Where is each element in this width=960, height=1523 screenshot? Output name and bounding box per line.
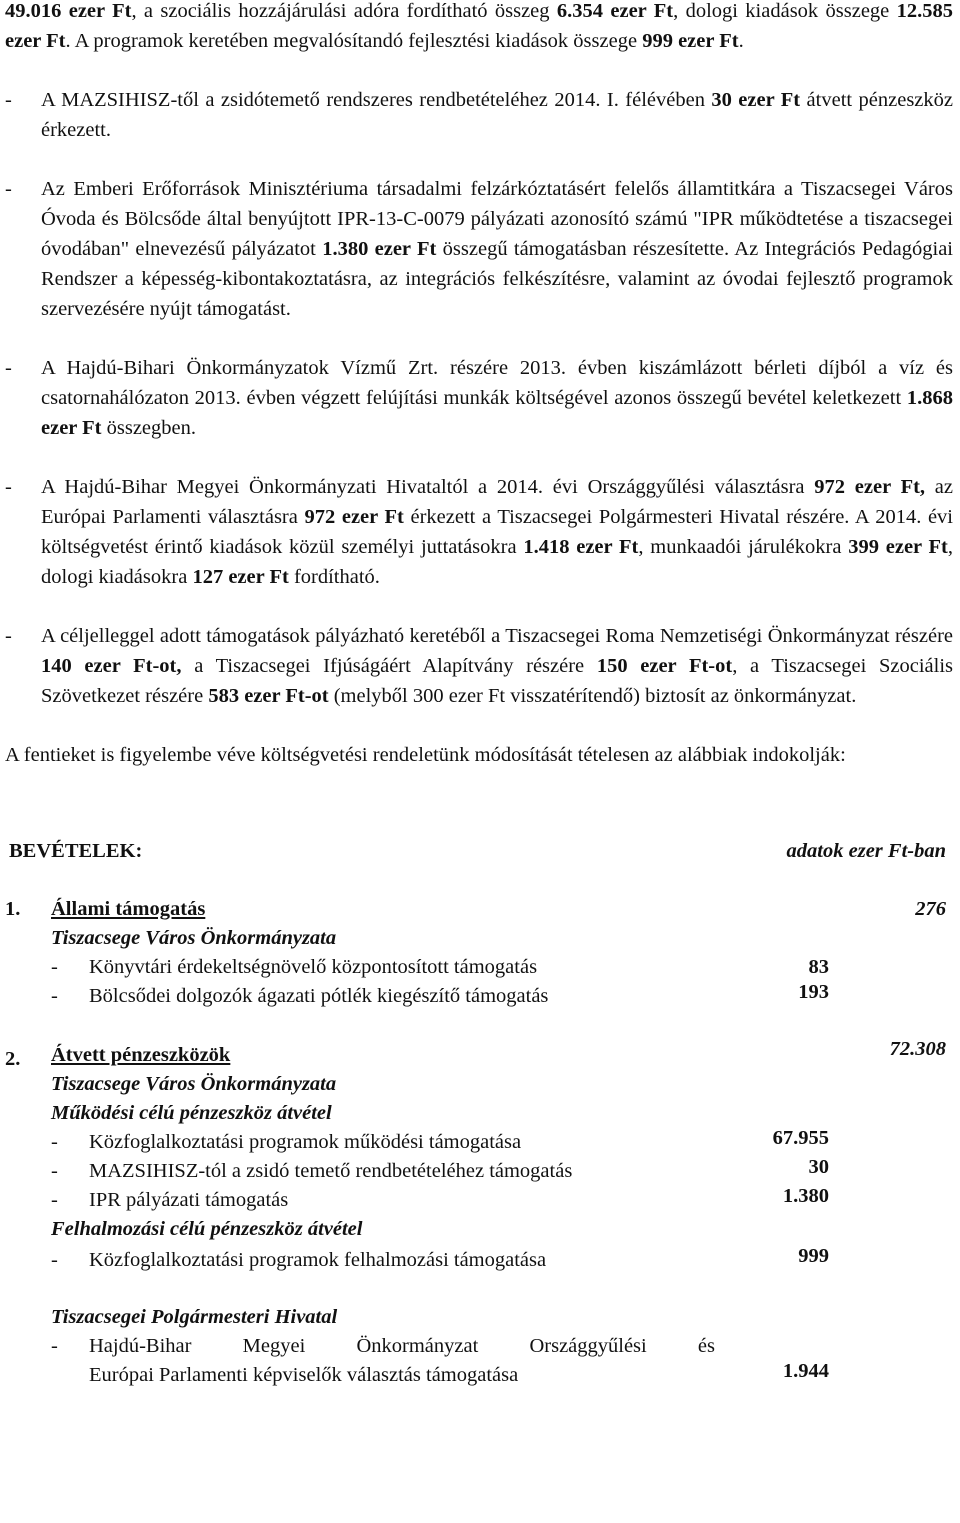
revenue-item: - MAZSIHISZ-tól a zsidó temető rendbetételéhez támogatás 30 [5, 1156, 953, 1185]
amount: 67.955 [772, 1127, 829, 1149]
section-total: 72.308 [889, 1038, 946, 1060]
amount: 83 [808, 956, 829, 978]
bullet-ipr: - Az Emberi Erőforrások Minisztériuma társadalmi felzárkóztatásért felelős államtitkára a Tiszacsegei Város Óvoda és Bölcsőde által benyújtott IPR-13-C-0079 pályázati azonosító számú "IPR működtetése a tiszacsegei óvodában" elnevezésű pályázatot 1.380 ezer Ft összegű támogatásban részesítette. Az Integrációs Pedagógiai Rendszer a képesség-kibontakoztatásra, az integrációs felkészítésre, valamint az óvodai fejlesztő programok szervezésére nyújt támogatást. [5, 178, 954, 320]
summary-paragraph: A fentieket is figyelembe véve költségvetési rendeletünk módosítását tételesen az alábbiak indokolják: [5, 744, 846, 766]
section-1-header [5, 894, 953, 923]
section-total: 276 [915, 898, 946, 920]
section-number: 2. [5, 1048, 21, 1070]
revenue-item: - IPR pályázati támogatás 1.380 [5, 1185, 953, 1214]
section-number: 1. [5, 898, 21, 920]
revenue-item: - Hajdú-Bihar Megyei Önkormányzat Országgyűlési és [51, 1335, 715, 1357]
revenue-header [5, 836, 953, 868]
bullet-valasztas: - A Hajdú-Bihar Megyei Önkormányzati Hivataltól a 2014. évi Országgyűlési választásra 972 ezer Ft, az Európai Parlamenti választásra 972 ezer Ft érkezett a Tiszacsegei Polgármesteri Hivatal részére. A 2014. évi költségvetést érintő kiadások közül személyi juttatásokra 1.418 ezer Ft, munkaadói járulékokra 399 ezer Ft, dologi kiadásokra 127 ezer Ft fordítható. [5, 476, 954, 588]
amount: 30 [808, 1156, 829, 1178]
amount: 1.944 [782, 1360, 829, 1382]
revenue-item: - Bölcsődei dolgozók ágazati pótlék kiegészítő támogatás 193 [5, 981, 953, 1010]
revenue-item-continuation: Európai Parlamenti képviselők választás támogatása 1.944 [5, 1360, 953, 1389]
bullet-celjelleg: - A céljelleggel adott támogatások pályázható keretéből a Tiszacsegei Roma Nemzetiségi Önkormányzat részére 140 ezer Ft-ot, a Tiszacsegei Ifjúságáért Alapítvány részére 150 ezer Ft-ot, a Tiszacsegei Szociális Szövetkezet részére 583 ezer Ft-ot (melyből 300 ezer Ft visszatérítendő) biztosít az önkormányzat. [5, 625, 954, 707]
section-2-entity: Tiszacsege Város Önkormányzata [51, 1073, 337, 1095]
section-2-subheading: Felhalmozási célú pénzeszköz átvétel [51, 1218, 363, 1240]
section-2-header [5, 1040, 953, 1069]
section-1-entity: Tiszacsege Város Önkormányzata [51, 927, 337, 949]
section-2-entity: Tiszacsegei Polgármesteri Hivatal [51, 1306, 338, 1328]
revenue-item: - Közfoglalkoztatási programok működési támogatása 67.955 [5, 1127, 953, 1156]
section-title: Átvett pénzeszközök [51, 1044, 231, 1066]
revenue-item: - Könyvtári érdekeltségnövelő központosított támogatás 83 [5, 952, 953, 981]
revenue-heading: BEVÉTELEK: [9, 840, 143, 862]
amount: 999 [798, 1245, 829, 1267]
paragraph-continuation: 49.016 ezer Ft, a szociális hozzájárulási adóra fordítható összeg 6.354 ezer Ft, dologi kiadások összege 12.585 ezer Ft. A programok keretében megvalósítandó fejlesztési kiadások összege 999 ezer Ft. [5, 0, 954, 52]
bullet-vizmu: - A Hajdú-Bihari Önkormányzatok Vízmű Zrt. részére 2013. évben kiszámlázott bérleti díjból a víz és csatornahálózaton 2013. évben végzett felújítási munkák költségével azonos összegű bevétel keletkezett 1.868 ezer Ft összegben. [5, 357, 953, 439]
section-2-subheading: Működési célú pénzeszköz átvétel [51, 1102, 332, 1124]
amount: 1.380 [782, 1185, 829, 1207]
bullet-mazsihisz: - A MAZSIHISZ-től a zsidótemető rendszeres rendbetételéhez 2014. I. félévében 30 ezer Ft átvett pénzeszköz érkezett. [5, 89, 953, 141]
unit-label: adatok ezer Ft-ban [786, 840, 946, 862]
amount: 193 [798, 981, 829, 1003]
revenue-item: - Közfoglalkoztatási programok felhalmozási támogatása 999 [5, 1243, 953, 1272]
section-title: Állami támogatás [51, 898, 206, 920]
